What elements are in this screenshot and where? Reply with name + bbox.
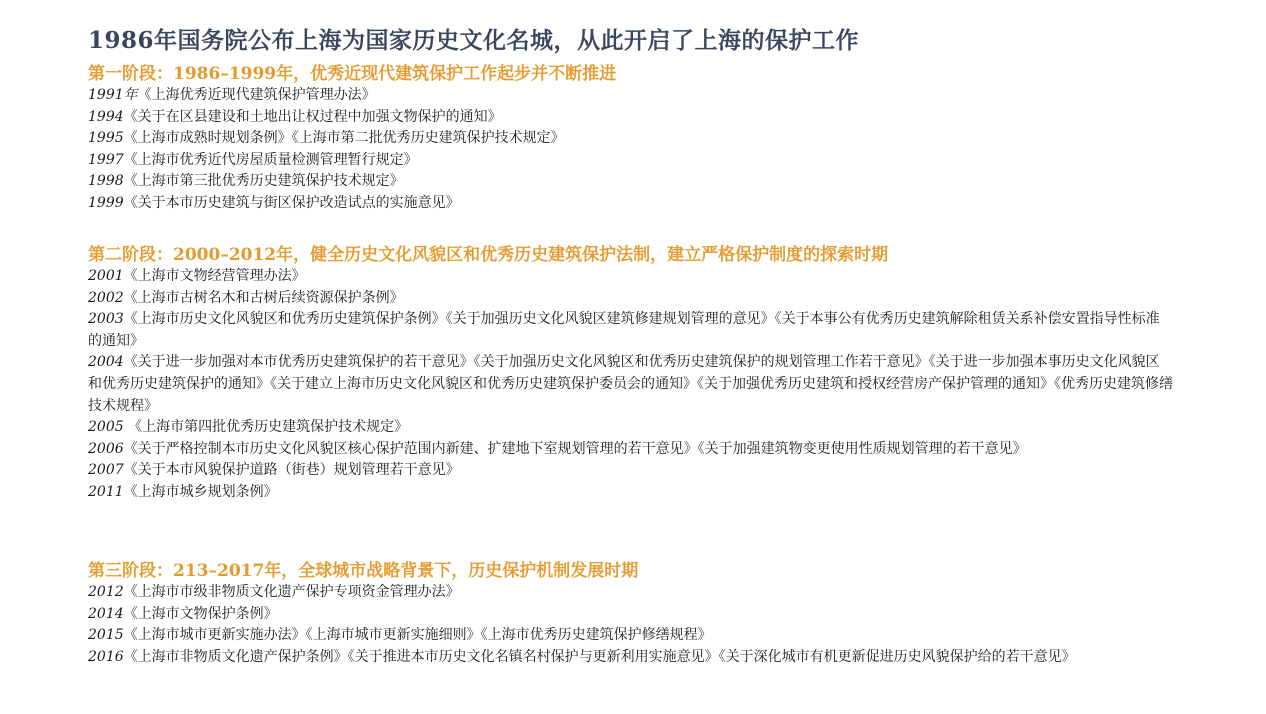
phase-3-section [88, 560, 1173, 668]
entry-text: 《关于本市历史建筑与街区保护改造试点的实施意见》 [123, 194, 460, 211]
entry-text: 《上海优秀近现代建筑保护管理办法》 [137, 87, 376, 103]
entry-text: 《上海市城市更新实施办法》《上海市城市更新实施细则》《上海市优秀历史建筑保护修缮规程》 [123, 627, 712, 644]
phase-1-section [88, 63, 1173, 215]
policy-entry [88, 107, 1173, 129]
policy-entry [88, 582, 1173, 604]
policy-entry [88, 604, 1173, 626]
entry-text: 《上海市古树名木和古树后续资源保护条例》 [123, 289, 404, 306]
phase-2-section [88, 244, 1173, 504]
entry-year: 2002 [88, 289, 124, 306]
entry-year: 2015 [88, 627, 124, 644]
entry-year: 2012 [88, 584, 124, 600]
entry-year: 1995 [88, 130, 124, 147]
policy-entry [88, 309, 1173, 352]
policy-entry [88, 647, 1173, 669]
policy-entry [88, 128, 1173, 150]
entry-year: 2014 [88, 605, 124, 622]
policy-entry [88, 352, 1173, 417]
entry-text: 《上海市第三批优秀历史建筑保护技术规定》 [123, 173, 404, 190]
entry-year: 2016 [88, 648, 124, 665]
entry-year: 2003 [88, 311, 124, 328]
policy-entry [88, 417, 1173, 439]
entry-text: 《上海市城乡规划条例》 [123, 483, 278, 500]
policy-entry [88, 625, 1173, 647]
policy-entry [88, 482, 1173, 504]
phase-2-heading: 第二阶段：2000–2012年，健全历史文化风貌区和优秀历史建筑保护法制，建立严格保护制度的探索时期 [88, 245, 889, 265]
policy-entry [88, 193, 1173, 215]
entry-year: 1997 [88, 151, 124, 168]
entry-year: 1998 [88, 173, 124, 190]
entry-year: 2001 [88, 268, 124, 284]
entry-text: 《上海市历史文化风貌区和优秀历史建筑保护条例》《关于加强历史文化风貌区建筑修建规划管理的意见》《关于本事公有优秀历史建筑解除租赁关系补偿安置指导性标准 的通知》 [88, 311, 1160, 349]
entry-year: 2004 [88, 354, 124, 371]
policy-entry [88, 460, 1173, 482]
entry-text: 《上海市文物保护条例》 [123, 605, 278, 622]
entry-year: 1991年 [88, 87, 138, 103]
entry-year: 2005 [88, 419, 124, 436]
entry-text: 《上海市市级非物质文化遗产保护专项资金管理办法》 [123, 584, 460, 600]
policy-entry [88, 150, 1173, 172]
phase-1-heading: 第一阶段：1986–1999年，优秀近现代建筑保护工作起步并不断推进 [88, 64, 617, 84]
entry-text: 《上海市第四批优秀历史建筑保护技术规定》 [123, 419, 409, 436]
policy-entry [88, 266, 1173, 288]
entry-text: 《关于在区县建设和土地出让权过程中加强文物保护的通知》 [123, 108, 502, 125]
phase-3-heading: 第三阶段：213–2017年，全球城市战略背景下，历史保护机制发展时期 [88, 561, 639, 581]
entry-text: 《上海市非物质文化遗产保护条例》《关于推进本市历史文化名镇名村保护与更新利用实施意见》《关于深化城市有机更新促进历史风貌保护给的若干意见》 [123, 648, 1076, 665]
entry-text: 《上海市成熟时规划条例》《上海市第二批优秀历史建筑保护技术规定》 [123, 130, 565, 147]
policy-entry [88, 288, 1173, 310]
entry-year: 2006 [88, 440, 124, 457]
policy-entry [88, 171, 1173, 193]
entry-text: 《上海市文物经营管理办法》 [123, 268, 306, 284]
entry-text: 《关于严格控制本市历史文化风貌区核心保护范围内新建、扩建地下室规划管理的若干意见》《关于加强建筑物变更使用性质规划管理的若干意见》 [123, 440, 1027, 457]
page-title: 1986年国务院公布上海为国家历史文化名城，从此开启了上海的保护工作 [88, 27, 860, 54]
entry-year: 2007 [88, 462, 124, 479]
entry-text: 《关于进一步加强对本市优秀历史建筑保护的若干意见》《关于加强历史文化风貌区和优秀历史建筑保护的规划管理工作若干意见》《关于进一步加强本事历史文化风貌区和优秀历史建筑保护的通知》《关于建立上海市历史文化风貌区和优秀历史建筑保护委员会的通知》《关于加强优秀历史建筑和授权经营房产保护管理的通知》《优秀历史建筑修缮技术规程》 [88, 354, 1173, 414]
entry-text: 《上海市优秀近代房屋质量检测管理暂行规定》 [123, 151, 418, 168]
policy-entry [88, 85, 1173, 107]
entry-text: 《关于本市风貌保护道路（街巷）规划管理若干意见》 [123, 462, 460, 479]
entry-year: 1999 [88, 194, 124, 211]
entry-year: 2011 [88, 483, 124, 500]
policy-entry [88, 439, 1173, 461]
entry-year: 1994 [88, 108, 124, 125]
